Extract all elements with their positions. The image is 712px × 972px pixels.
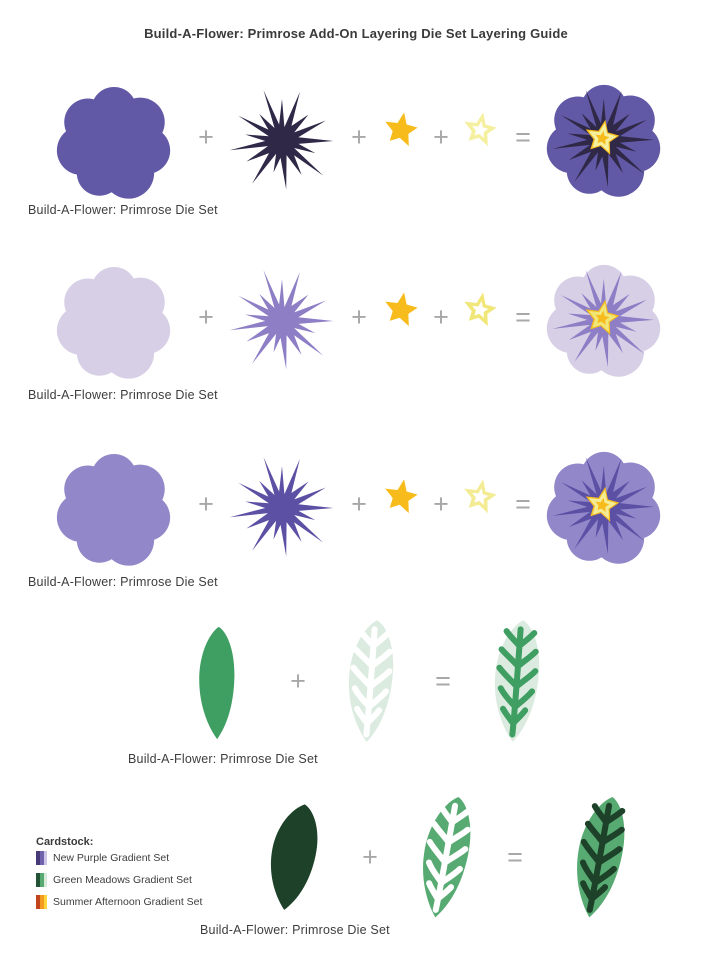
star-center-shape: [382, 291, 420, 329]
plus-operator: +: [351, 122, 367, 152]
leaf-vein-cut-shape: [334, 614, 408, 748]
plus-operator: +: [198, 302, 214, 332]
flower-row-2: [0, 258, 712, 390]
pale-star-outline-shape: [461, 291, 499, 329]
plus-operator: +: [433, 302, 449, 332]
flower-row-1: [0, 78, 712, 210]
flower-row-3: [0, 445, 712, 577]
spiky-layer-shape: [226, 84, 338, 198]
row-caption: Build-A-Flower: Primrose Die Set: [28, 203, 218, 217]
spiky-layer-shape: [226, 264, 338, 378]
legend-item: [36, 873, 202, 887]
legend-item-label: Summer Afternoon Gradient Set: [53, 896, 203, 908]
leaf-result-shape: [480, 614, 554, 748]
color-swatch: [36, 895, 47, 909]
legend-item: [36, 851, 202, 865]
equals-operator: =: [507, 842, 523, 872]
star-center-shape: [382, 111, 420, 149]
row-caption: Build-A-Flower: Primrose Die Set: [200, 923, 390, 937]
pale-star-outline-shape: [461, 478, 499, 516]
plus-operator: +: [351, 489, 367, 519]
leaf-solid-shape: [250, 796, 332, 920]
cardstock-legend: [36, 836, 202, 917]
leaf-result-shape: [562, 792, 638, 922]
leaf-row-1: [0, 612, 712, 752]
final-flower-shape: [540, 258, 668, 386]
leaf-vein-cut-shape: [408, 792, 484, 922]
equals-operator: =: [515, 302, 531, 332]
flower-base-shape: [55, 449, 173, 571]
plus-operator: +: [433, 122, 449, 152]
plus-operator: +: [198, 489, 214, 519]
row-caption: Build-A-Flower: Primrose Die Set: [28, 575, 218, 589]
pale-star-outline-shape: [461, 111, 499, 149]
legend-item-label: New Purple Gradient Set: [53, 852, 170, 864]
star-center-shape: [382, 478, 420, 516]
equals-operator: =: [515, 122, 531, 152]
flower-base-shape: [55, 262, 173, 384]
page-title: Build-A-Flower: Primrose Add-On Layering Die Set Layering Guide: [144, 26, 568, 41]
equals-operator: =: [435, 666, 451, 696]
plus-operator: +: [290, 666, 306, 696]
legend-item-label: Green Meadows Gradient Set: [53, 874, 192, 886]
equals-operator: =: [515, 489, 531, 519]
row-caption: Build-A-Flower: Primrose Die Set: [128, 752, 318, 766]
final-flower-shape: [540, 445, 668, 573]
legend-item: [36, 895, 202, 909]
flower-base-shape: [55, 82, 173, 204]
legend-title: Cardstock:: [36, 836, 94, 848]
leaf-solid-shape: [183, 618, 251, 748]
color-swatch: [36, 873, 47, 887]
color-swatch: [36, 851, 47, 865]
plus-operator: +: [351, 302, 367, 332]
spiky-layer-shape: [226, 451, 338, 565]
row-caption: Build-A-Flower: Primrose Die Set: [28, 388, 218, 402]
plus-operator: +: [433, 489, 449, 519]
final-flower-shape: [540, 78, 668, 206]
plus-operator: +: [362, 842, 378, 872]
plus-operator: +: [198, 122, 214, 152]
